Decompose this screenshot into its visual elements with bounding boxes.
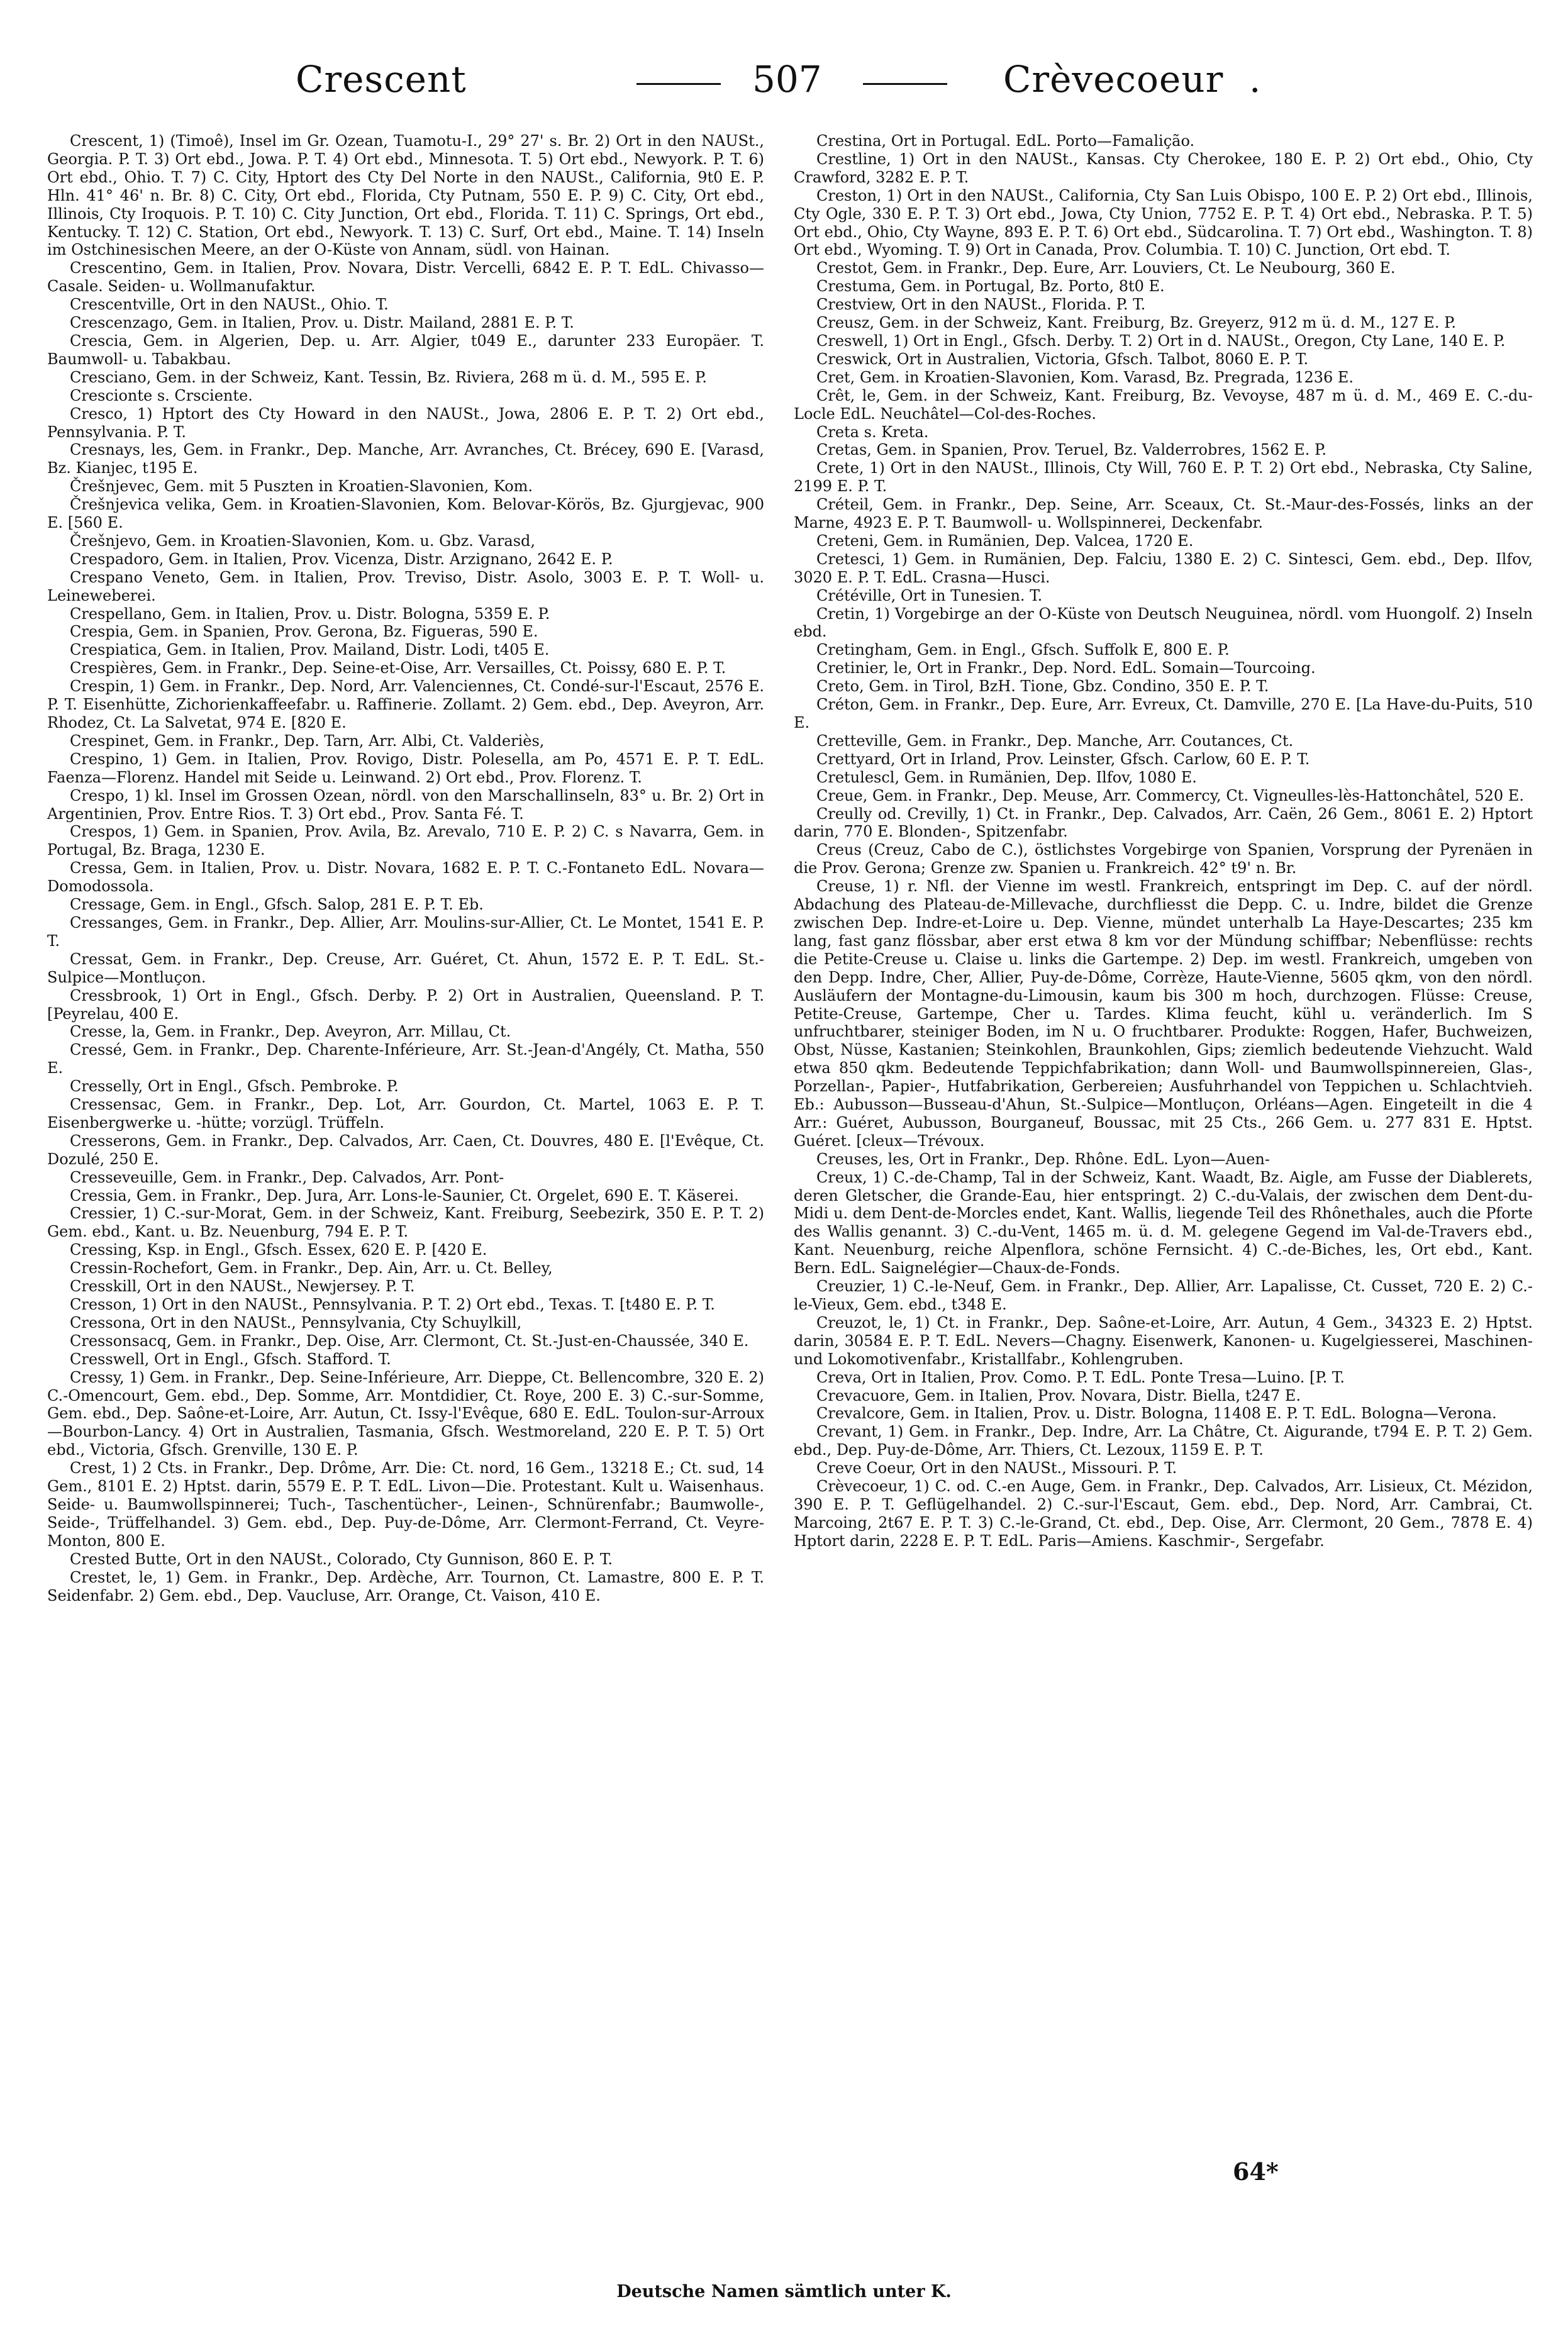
entry: Crespano Veneto, Gem. in Italien, Prov. Treviso, Distr. Asolo, 3003 E. P. T. Woll- u. Leineweberei.: [47, 568, 764, 604]
entry: Crest, 1) 2 Cts. in Frankr., Dep. Drôme, Arr. Die: Ct. nord, 16 Gem., 13218 E.; Ct. sud, 14 Gem., 8101 E. 2) Hptst. darin, 5579 E. P. T. EdL. Livon—Die. Protestant. Kult u. Waisenhaus. Seide- u. Baumwollspinnerei; Tuch-, Taschentücher-, Leinen-, Schnürenfabr.; Baumwolle-, Seide-, Trüffelhandel. 3) Gem. ebd., Dep. Puy-de-Dôme, Arr. Clermont-Ferrand, Ct. Veyre-Monton, 800 E.: [47, 1459, 764, 1550]
entry: Crescentville, Ort in den NAUSt., Ohio. T.: [70, 296, 389, 314]
header-dash-left: [637, 83, 721, 85]
entry: Creuses, les, Ort in Frankr., Dep. Rhône. EdL. Lyon—Auen-: [816, 1150, 1270, 1168]
entry: Crétéville, Ort in Tunesien. T.: [816, 586, 1043, 604]
entry: Creta s. Kreta.: [816, 423, 929, 441]
entry: Cretulescl, Gem. in Rumänien, Dep. Ilfov, 1080 E.: [816, 768, 1197, 786]
entry: Crèvecoeur, 1) C. od. C.-en Auge, Gem. in Frankr., Dep. Calvados, Arr. Lisieux, Ct. Mézidon, 390 E. P. T. Geflügelhandel. 2) C.-sur-l'Escaut, Gem. ebd., Dep. Nord, Arr. Cambrai, Ct. Marcoing, 2t67 E. P. T. 3) C.-le-Grand, Ct. ebd., Dep. Oise, Arr. Clermont, 20 Gem., 7878 E. 4) Hptort darin, 2228 E. P. T. EdL. Paris—Amiens. Kaschmir-, Sergefabr.: [794, 1477, 1533, 1550]
entry: Crevant, 1) Gem. in Frankr., Dep. Indre, Arr. La Châtre, Ct. Aigurande, t794 E. P. T. 2) Gem. ebd., Dep. Puy-de-Dôme, Arr. Thiers, Ct. Lezoux, 1159 E. P. T.: [794, 1423, 1533, 1459]
entry: Crescia, Gem. in Algerien, Dep. u. Arr. Algier, t049 E., darunter 233 Europäer. T. Baumwoll- u. Tabakbau.: [47, 331, 764, 368]
entry: Crespellano, Gem. in Italien, Prov. u. Distr. Bologna, 5359 E. P.: [70, 604, 550, 623]
right-column: [794, 132, 1533, 2195]
entry: Cressa, Gem. in Italien, Prov. u. Distr. Novara, 1682 E. P. T. C.-Fontaneto EdL. Novara—Domodossola.: [47, 859, 764, 896]
entry: Črešnjevec, Gem. mit 5 Puszten in Kroatien-Slavonien, Kom.: [70, 477, 533, 496]
entry: Creuse, 1) r. Nfl. der Vienne im westl. Frankreich, entspringt im Dep. C. auf der nördl. Abdachung des Plateau-de-Millevache, durchfliesst die Depp. C. u. Indre, bildet die Grenze zwischen Dep. Indre-et-Loire u. Dep. Vienne, mündet unterhalb La Haye-Descartes; 235 km lang, fast ganz flössbar, aber erst etwa 8 km vor der Mündung schiffbar; Nebenflüsse: rechts die Petite-Creuse u. Claise u. links die Gartempe. 2) Dep. im westl. Frankreich, umgeben von den Depp. Indre, Cher, Allier, Puy-de-Dôme, Corrèze, Haute-Vienne, 5605 qkm, von den nördl. Ausläufern der Montagne-du-Limousin, kaum bis 300 m hoch, durchzogen. Flüsse: Creuse, Petite-Creuse, Gartempe, Cher u. Tardes. Klima feucht, kühl u. veränderlich. Im S unfruchtbarer, steiniger Boden, im N u. O fruchtbarer. Produkte: Roggen, Hafer, Buchweizen, Obst, Nüsse, Kastanien; Steinkohlen, Braunkohlen, Gips; ziemlich bedeutende Viehzucht. Wald etwa 850 qkm. Bedeutende Teppichfabrikation; dann Woll- und Baumwollspinnereien, Glas-, Porzellan-, Papier-, Hutfabrikation, Gerbereien; Ausfuhrhandel von Teppichen u. Schlachtvieh. Eb.: Aubusson—Busseau-d'Ahun, St.-Sulpice—Montluçon, Orléans—Agen. Eingeteilt in die 4 Arr.: Guéret, Aubusson, Bourganeuf, Boussac, mit 25 Cts., 266 Gem. u. 277 831 E. Hptst. Guéret. [cleux—Trévoux.: [794, 877, 1533, 1150]
entry: Cret, Gem. in Kroatien-Slavonien, Kom. Varasd, Bz. Pregrada, 1236 E.: [816, 368, 1354, 386]
entry: Crevalcore, Gem. in Italien, Prov. u. Distr. Bologna, 11408 E. P. T. EdL. Bologna—Verona.: [816, 1404, 1497, 1423]
sheet-signature: 64*: [1233, 2157, 1279, 2186]
entry: Cressier, 1) C.-sur-Morat, Gem. in der Schweiz, Kant. Freiburg, Seebezirk, 350 E. P. T. 2) Gem. ebd., Kant. u. Bz. Neuenburg, 794 E. P. T.: [47, 1204, 764, 1241]
entry: Cretas, Gem. in Spanien, Prov. Teruel, Bz. Valderrobres, 1562 E. P.: [816, 441, 1326, 459]
entry: Cressé, Gem. in Frankr., Dep. Charente-Inférieure, Arr. St.-Jean-d'Angély, Ct. Matha, 550 E.: [47, 1041, 764, 1077]
entry: Cretteville, Gem. in Frankr., Dep. Manche, Arr. Coutances, Ct.: [816, 731, 1294, 750]
entry: Cretesci, 1) Gem. in Rumänien, Dep. Falciu, 1380 E. 2) C. Sintesci, Gem. ebd., Dep. Ilfov, 3020 E. P. T. EdL. Crasna—Husci.: [794, 550, 1533, 586]
entry: Crete, 1) Ort in den NAUSt., Illinois, Cty Will, 760 E. P. T. 2) Ort ebd., Nebraska, Cty Saline, 2199 E. P. T.: [794, 459, 1533, 496]
entry: Crêt, le, Gem. in der Schweiz, Kant. Freiburg, Bz. Vevoyse, 487 m ü. d. M., 469 E. C.-du-Locle EdL. Neuchâtel—Col-des-Roches.: [794, 386, 1533, 423]
header-left-keyword: Crescent: [296, 58, 467, 101]
left-column: [47, 132, 764, 2195]
entry: Crestina, Ort in Portugal. EdL. Porto—Famalição.: [816, 132, 1195, 150]
entry: Crespadoro, Gem. in Italien, Prov. Vicenza, Distr. Arzignano, 2642 E. P.: [70, 550, 613, 568]
entry: Cresciano, Gem. in der Schweiz, Kant. Tessin, Bz. Riviera, 268 m ü. d. M., 595 E. P.: [70, 368, 707, 386]
entry: Crescionte s. Crsciente.: [70, 386, 253, 404]
entry: Creuzot, le, 1) Ct. in Frankr., Dep. Saône-et-Loire, Arr. Autun, 4 Gem., 34323 E. 2) Hptst. darin, 30584 E. P. T. EdL. Nevers—Chagny. Eisenwerk, Kanonen- u. Kugelgiesserei, Maschinen- und Lokomotivenfabr., Kristallfabr., Kohlengruben.: [794, 1313, 1533, 1368]
entry: Crespières, Gem. in Frankr., Dep. Seine-et-Oise, Arr. Versailles, Ct. Poissy, 680 E. P. T.: [70, 659, 726, 677]
entry: Cresswell, Ort in Engl., Gfsch. Stafford. T.: [70, 1350, 391, 1368]
entry: Cresse, la, Gem. in Frankr., Dep. Aveyron, Arr. Millau, Ct.: [70, 1023, 511, 1041]
entry: Crescenzago, Gem. in Italien, Prov. u. Distr. Mailand, 2881 E. P. T.: [70, 314, 574, 332]
entry: Cretingham, Gem. in Engl., Gfsch. Suffolk E, 800 E. P.: [816, 641, 1230, 659]
entry: Creus (Creuz, Cabo de C.), östlichstes Vorgebirge von Spanien, Vorsprung der Pyrenäen in die Prov. Gerona; Grenze zw. Spanien u. Frankreich. 42° t9' n. Br.: [794, 841, 1533, 877]
entry: Cresselly, Ort in Engl., Gfsch. Pembroke. P.: [70, 1077, 399, 1096]
entry: Cressy, 1) Gem. in Frankr., Dep. Seine-Inférieure, Arr. Dieppe, Ct. Bellencombre, 320 E. 2) C.-Omencourt, Gem. ebd., Dep. Somme, Arr. Montdidier, Ct. Roye, 200 E. 3) C.-sur-Somme, Gem. ebd., Dep. Saône-et-Loire, Arr. Autun, Ct. Issy-l'Evêque, 680 E. EdL. Toulon-sur-Arroux—Bourbon-Lancy. 4) Ort in Australien, Tasmania, Gfsch. Westmoreland, 220 E. P. T. 5) Ort ebd., Victoria, Gfsch. Grenville, 130 E. P.: [47, 1368, 764, 1459]
entry: Creuzier, 1) C.-le-Neuf, Gem. in Frankr., Dep. Allier, Arr. Lapalisse, Ct. Cusset, 720 E. 2) C.-le-Vieux, Gem. ebd., t348 E.: [794, 1277, 1533, 1313]
entry: Cressing, Ksp. in Engl., Gfsch. Essex, 620 E. P. [420 E.: [70, 1241, 487, 1259]
entry: Crettyard, Ort in Irland, Prov. Leinster, Gfsch. Carlow, 60 E. P. T.: [816, 750, 1310, 768]
entry: Cretin, 1) Vorgebirge an der O-Küste von Deutsch Neuguinea, nördl. vom Huongolf. 2) Inseln ebd.: [794, 604, 1533, 641]
page-header: [0, 58, 1568, 114]
entry: Crespos, 1) Gem. in Spanien, Prov. Avila, Bz. Arevalo, 710 E. P. 2) C. s Navarra, Gem. in Portugal, Bz. Braga, 1230 E.: [47, 823, 764, 859]
entry: Cressonsacq, Gem. in Frankr., Dep. Oise, Arr. Clermont, Ct. St.-Just-en-Chaussée, 340 E.: [70, 1332, 749, 1350]
entry: Cressensac, Gem. in Frankr., Dep. Lot, Arr. Gourdon, Ct. Martel, 1063 E. P. T. Eisenbergwerke u. -hütte; vorzügl. Trüffeln.: [47, 1096, 764, 1132]
header-dot: .: [1249, 58, 1261, 101]
entry: Créteil, Gem. in Frankr., Dep. Seine, Arr. Sceaux, Ct. St.-Maur-des-Fossés, links an der Marne, 4923 E. P. T. Baumwoll- u. Wollspinnerei, Deckenfabr.: [794, 496, 1533, 532]
entry: Creswick, Ort in Australien, Victoria, Gfsch. Talbot, 8060 E. P. T.: [816, 350, 1309, 368]
entry: Creto, Gem. in Tirol, BzH. Tione, Gbz. Condino, 350 E. P. T.: [816, 677, 1269, 696]
entry: Creue, Gem. in Frankr., Dep. Meuse, Arr. Commercy, Ct. Vigneulles-lès-Hattonchâtel, 520 E.: [816, 786, 1524, 804]
entry: Creston, 1) Ort in den NAUSt., California, Cty San Luis Obispo, 100 E. P. 2) Ort ebd., Illinois, Cty Ogle, 330 E. P. T. 3) Ort ebd., Jowa, Cty Union, 7752 E. P. T. 4) Ort ebd., Nebraska. P. T. 5) Ort ebd., Ohio, Cty Wayne, 893 E. P. T. 6) Ort ebd., Südcarolina. T. 7) Ort ebd., Washington. T. 8) Ort ebd., Wyoming. T. 9) Ort in Canada, Prov. Columbia. T. 10) C. Junction, Ort ebd. T.: [794, 186, 1533, 259]
entry: Creteni, Gem. in Rumänien, Dep. Valcea, 1720 E.: [816, 531, 1194, 550]
page-number: 507: [752, 58, 822, 101]
entry: Črešnjevica velika, Gem. in Kroatien-Slavonien, Kom. Belovar-Körös, Bz. Gjurgjevac, 900 E. [560 E.: [47, 496, 764, 532]
entry: Creux, 1) C.-de-Champ, Tal in der Schweiz, Kant. Waadt, Bz. Aigle, am Fusse der Diablerets, deren Gletscher, die Grande-Eau, hier entspringt. 2) C.-du-Valais, der zwischen dem Dent-du-Midi u. dem Dent-de-Morcles endet, Kant. Wallis, liegende Teil des Rhônethales, auch die Pforte des Wallis genannt. 3) C.-du-Vent, 1465 m. ü. d. M. gelegene Gegend im Val-de-Travers ebd., Kant. Neuenburg, reiche Alpenflora, schöne Fernsicht. 4) C.-de-Biches, les, Ort ebd., Kant. Bern. EdL. Saignelégier—Chaux-de-Fonds.: [794, 1168, 1533, 1277]
entry: Cresco, 1) Hptort des Cty Howard in den NAUSt., Jowa, 2806 E. P. T. 2) Ort ebd., Pennsylvania. P. T.: [47, 404, 764, 441]
entry: Cresseveuille, Gem. in Frankr., Dep. Calvados, Arr. Pont-: [70, 1168, 504, 1186]
entry: Cressia, Gem. in Frankr., Dep. Jura, Arr. Lons-le-Saunier, Ct. Orgelet, 690 E. T. Käserei.: [70, 1186, 739, 1204]
entry: Creve Coeur, Ort in den NAUSt., Missouri. P. T.: [816, 1459, 1177, 1477]
entry: Creully od. Crevilly, 1) Ct. in Frankr., Dep. Calvados, Arr. Caën, 26 Gem., 8061 E. 2) Hptort darin, 770 E. Blonden-, Spitzenfabr.: [794, 804, 1533, 841]
entry: Crespiatica, Gem. in Italien, Prov. Mailand, Distr. Lodi, t405 E.: [70, 641, 550, 659]
entry: Cresson, 1) Ort in den NAUSt., Pennsylvania. P. T. 2) Ort ebd., Texas. T. [t480 E. P. T.: [70, 1296, 715, 1313]
entry: Cresserons, Gem. in Frankr., Dep. Calvados, Arr. Caen, Ct. Douvres, 480 E. [l'Evêque, Ct. Dozulé, 250 E.: [47, 1132, 764, 1168]
entry: Crespo, 1) kl. Insel im Grossen Ozean, nördl. von den Marschallinseln, 83° u. Br. 2) Ort in Argentinien, Prov. Entre Rios. T. 3) Ort ebd., Prov. Santa Fé. T.: [47, 786, 764, 823]
entry: Creusz, Gem. in der Schweiz, Kant. Freiburg, Bz. Greyerz, 912 m ü. d. M., 127 E. P.: [816, 314, 1456, 332]
entry: Crestline, 1) Ort in den NAUSt., Kansas. Cty Cherokee, 180 E. P. 2) Ort ebd., Ohio, Cty Crawford, 3282 E. P. T.: [794, 150, 1533, 186]
entry: Cressanges, Gem. in Frankr., Dep. Allier, Arr. Moulins-sur-Allier, Ct. Le Montet, 1541 E. P. T.: [47, 913, 764, 950]
entry: Cressin-Rochefort, Gem. in Frankr., Dep. Ain, Arr. u. Ct. Belley,: [70, 1259, 553, 1277]
entry: Crestet, le, 1) Gem. in Frankr., Dep. Ardèche, Arr. Tournon, Ct. Lamastre, 800 E. P. T. Seidenfabr. 2) Gem. ebd., Dep. Vaucluse, Arr. Orange, Ct. Vaison, 410 E.: [47, 1568, 764, 1605]
entry: Crespino, 1) Gem. in Italien, Prov. Rovigo, Distr. Polesella, am Po, 4571 E. P. T. EdL. Faenza—Florenz. Handel mit Seide u. Leinwand. 2) Ort ebd., Prov. Florenz. T.: [47, 750, 764, 786]
header-dash-right: [863, 83, 947, 85]
entry: Crestot, Gem. in Frankr., Dep. Eure, Arr. Louviers, Ct. Le Neubourg, 360 E.: [816, 259, 1396, 277]
entry: Crestuma, Gem. in Portugal, Bz. Porto, 8t0 E.: [816, 277, 1165, 296]
entry: Creswell, 1) Ort in Engl., Gfsch. Derby. T. 2) Ort in d. NAUSt., Oregon, Cty Lane, 140 E. P.: [816, 331, 1506, 350]
entry: Cressbrook, 1) Ort in Engl., Gfsch. Derby. P. 2) Ort in Australien, Queensland. P. T. [Peyrelau, 400 E.: [47, 986, 764, 1023]
entry: Cressat, Gem. in Frankr., Dep. Creuse, Arr. Guéret, Ct. Ahun, 1572 E. P. T. EdL. St.-Sulpice—Montluçon.: [47, 950, 764, 986]
entry: Crescent, 1) (Timoê), Insel im Gr. Ozean, Tuamotu-I., 29° 27' s. Br. 2) Ort in den NAUSt., Georgia. P. T. 3) Ort ebd., Jowa. P. T. 4) Ort ebd., Minnesota. T. 5) Ort ebd., Newyork. P. T. 6) Ort ebd., Ohio. T. 7) C. City, Hptort des Cty Del Norte in den NAUSt., California, 9t0 E. P. Hln. 41° 46' n. Br. 8) C. City, Ort ebd., Florida, Cty Putnam, 550 E. P. 9) C. City, Ort ebd., Illinois, Cty Iroquois. P. T. 10) C. City Junction, Ort ebd., Florida. T. 11) C. Springs, Ort ebd., Kentucky. T. 12) C. Station, Ort ebd., Newyork. T. 13) C. Surf, Ort ebd., Maine. T. 14) Inseln im Ostchinesischen Meere, an der O-Küste von Annam, südl. von Hainan.: [47, 132, 764, 259]
entry: Crespin, 1) Gem. in Frankr., Dep. Nord, Arr. Valenciennes, Ct. Condé-sur-l'Escaut, 2576 E. P. T. Eisenhütte, Zichorienkaffeefabr. u. Raffinerie. Zollamt. 2) Gem. ebd., Dep. Aveyron, Arr. Rhodez, Ct. La Salvetat, 974 E. [820 E.: [47, 677, 764, 731]
entry: Crevacuore, Gem. in Italien, Prov. Novara, Distr. Biella, t247 E.: [816, 1386, 1301, 1404]
entry: Creva, Ort in Italien, Prov. Como. P. T. EdL. Ponte Tresa—Luino. [P. T.: [816, 1368, 1345, 1386]
entry: Cretinier, le, Ort in Frankr., Dep. Nord. EdL. Somain—Tourcoing.: [816, 659, 1316, 677]
entry: Crespinet, Gem. in Frankr., Dep. Tarn, Arr. Albi, Ct. Valderiès,: [70, 731, 545, 750]
entry: Črešnjevo, Gem. in Kroatien-Slavonien, Kom. u. Gbz. Varasd,: [70, 531, 536, 550]
footnote: Deutsche Namen sämtlich unter K.: [616, 2282, 952, 2301]
entry: Crespia, Gem. in Spanien, Prov. Gerona, Bz. Figueras, 590 E.: [70, 623, 538, 641]
entry: Cressona, Ort in den NAUSt., Pennsylvania, Cty Schuylkill,: [70, 1313, 522, 1332]
header-right-keyword: Crèvecoeur: [1003, 58, 1224, 101]
entry: Cressage, Gem. in Engl., Gfsch. Salop, 281 E. P. T. Eb.: [70, 896, 484, 914]
entry: Crescentino, Gem. in Italien, Prov. Novara, Distr. Vercelli, 6842 E. P. T. EdL. Chivasso—Casale. Seiden- u. Wollmanufaktur.: [47, 259, 764, 296]
entry: Créton, Gem. in Frankr., Dep. Eure, Arr. Evreux, Ct. Damville, 270 E. [La Have-du-Puits, 510 E.: [794, 696, 1533, 731]
entry: Crestview, Ort in den NAUSt., Florida. P. T.: [816, 296, 1146, 314]
entry: Crested Butte, Ort in den NAUSt., Colorado, Cty Gunnison, 860 E. P. T.: [70, 1550, 613, 1568]
entry: Cresskill, Ort in den NAUSt., Newjersey. P. T.: [70, 1277, 415, 1296]
entry: Cresnays, les, Gem. in Frankr., Dep. Manche, Arr. Avranches, Ct. Brécey, 690 E. [Varasd, Bz. Kianjec, t195 E.: [47, 441, 764, 477]
